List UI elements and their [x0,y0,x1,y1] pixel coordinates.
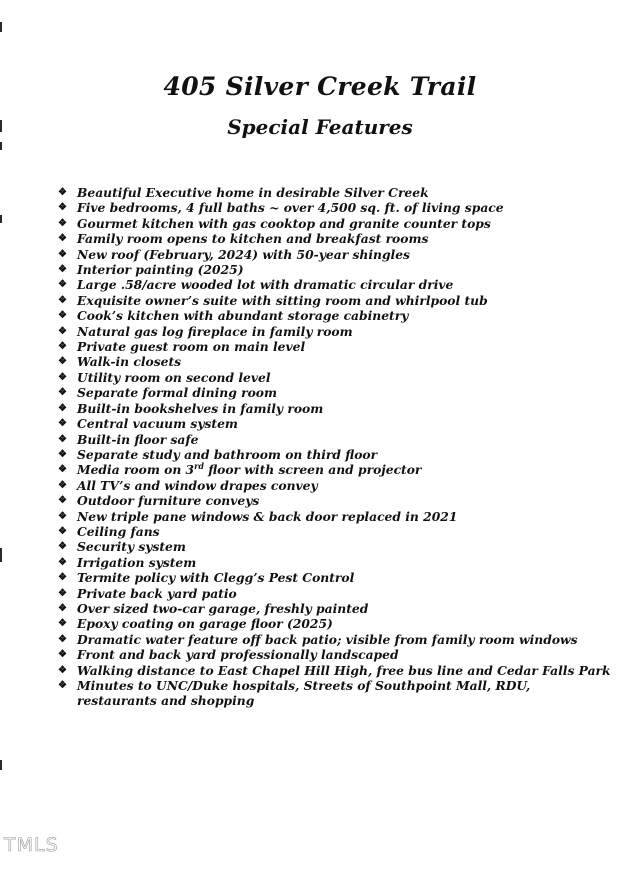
feature-item [58,200,598,215]
feature-text: Ceiling fans [77,523,160,539]
feature-text: Utility room on second level [77,369,271,385]
scan-mark [0,22,2,32]
diamond-bullet-icon: ❖ [58,310,67,322]
feature-item [58,401,598,416]
feature-text: Five bedrooms, 4 full baths ~ over 4,500 sq. ft. of living space [77,200,504,216]
feature-text: Large .58/acre wooded lot with dramatic circular drive [77,277,454,293]
diamond-bullet-icon: ❖ [58,479,67,491]
feature-text: Separate formal dining room [77,385,277,401]
diamond-bullet-icon: ❖ [58,649,67,661]
feature-item [58,539,598,554]
diamond-bullet-icon: ❖ [58,633,67,645]
feature-text: Dramatic water feature off back patio; visible from family room windows [77,631,578,647]
diamond-bullet-icon: ❖ [58,602,67,614]
feature-text: Central vacuum system [77,416,238,432]
document-subtitle: Special Features [227,115,413,139]
diamond-bullet-icon: ❖ [58,418,67,430]
feature-text: Interior painting (2025) [77,262,244,278]
feature-item [58,447,598,462]
feature-item [58,370,598,385]
diamond-bullet-icon: ❖ [58,433,67,445]
feature-item [58,509,598,524]
diamond-bullet-icon: ❖ [58,541,67,553]
scan-mark [0,548,2,562]
mls-watermark: TMLS [4,834,59,856]
feature-text: Private back yard patio [77,585,237,601]
feature-item [58,586,598,601]
feature-item [58,354,598,369]
feature-text: Epoxy coating on garage floor (2025) [77,616,333,632]
feature-text: Beautiful Executive home in desirable Silver Creek [77,185,429,200]
feature-item [58,293,598,308]
feature-text: Walk-in closets [77,354,182,370]
diamond-bullet-icon: ❖ [58,279,67,291]
diamond-bullet-icon: ❖ [58,341,67,353]
feature-item [58,662,611,678]
feature-item [58,570,598,585]
feature-text: Front and back yard professionally landscaped [77,647,399,663]
diamond-bullet-icon: ❖ [58,187,67,198]
diamond-bullet-icon: ❖ [58,664,67,676]
diamond-bullet-icon: ❖ [58,495,67,507]
diamond-bullet-icon: ❖ [58,402,67,414]
feature-text: Family room opens to kitchen and breakfast rooms [77,231,429,247]
feature-text: Termite policy with Clegg’s Pest Control [77,570,355,586]
feature-item [58,185,598,200]
diamond-bullet-icon: ❖ [58,587,67,599]
feature-item [58,616,598,631]
feature-item [58,432,598,447]
diamond-bullet-icon: ❖ [58,525,67,537]
feature-text: Irrigation system [77,554,197,570]
diamond-bullet-icon: ❖ [58,572,67,584]
feature-text: Walking distance to East Chapel Hill High, free bus line and Cedar Falls Park [77,662,611,678]
feature-text: Built-in floor safe [77,431,199,447]
feature-item [58,324,598,339]
feature-item [58,555,598,570]
diamond-bullet-icon: ❖ [58,248,67,260]
diamond-bullet-icon: ❖ [58,356,67,368]
feature-text: New triple pane windows & back door replaced in 2021 [77,508,458,524]
feature-text: Minutes to UNC/Duke hospitals, Streets of Southpoint Mall, RDU, restaurants and shopping [77,678,531,709]
diamond-bullet-icon: ❖ [58,233,67,245]
diamond-bullet-icon: ❖ [58,325,67,337]
feature-text: Over sized two-car garage, freshly painted [77,600,369,616]
feature-item [58,277,598,292]
feature-text: Security system [77,539,186,555]
document-title: 405 Silver Creek Trail [163,72,477,101]
feature-text: Built-in bookshelves in family room [77,400,324,416]
diamond-bullet-icon: ❖ [58,510,67,522]
feature-item [58,339,598,354]
diamond-bullet-icon: ❖ [58,618,67,630]
feature-text: Private guest room on main level [77,339,306,355]
feature-item [58,493,598,508]
diamond-bullet-icon: ❖ [58,464,67,476]
feature-item [58,231,598,246]
feature-item [58,308,598,323]
feature-item [58,647,598,662]
diamond-bullet-icon: ❖ [58,217,67,229]
feature-text: Cook’s kitchen with abundant storage cabinetry [77,308,409,324]
feature-item [58,524,598,539]
diamond-bullet-icon: ❖ [58,294,67,306]
diamond-bullet-icon: ❖ [58,202,67,214]
diamond-bullet-icon: ❖ [58,264,67,276]
diamond-bullet-icon: ❖ [58,448,67,460]
scan-mark [0,142,2,150]
feature-item [58,632,598,647]
feature-text: Media room on 3rd floor with screen and projector [77,461,422,478]
feature-item [58,247,598,262]
feature-text: Natural gas log fireplace in family room [77,323,353,339]
feature-text: All TV’s and window drapes convey [77,477,318,493]
feature-item [58,216,598,231]
feature-item [58,478,598,493]
feature-item [58,678,598,709]
feature-text: New roof (February, 2024) with 50-year shingles [77,246,410,262]
feature-text: Exquisite owner’s suite with sitting room and whirlpool tub [77,292,488,308]
diamond-bullet-icon: ❖ [58,556,67,568]
diamond-bullet-icon: ❖ [58,387,67,399]
feature-text: Gourmet kitchen with gas cooktop and granite counter tops [77,215,491,231]
diamond-bullet-icon: ❖ [58,371,67,383]
feature-item [58,385,598,400]
feature-text: Outdoor furniture conveys [77,493,260,509]
scan-mark [0,215,2,223]
feature-text: Separate study and bathroom on third floor [77,446,378,462]
diamond-bullet-icon: ❖ [58,680,67,691]
feature-item [58,262,598,277]
scan-mark [0,760,2,770]
feature-list [58,185,611,709]
feature-item [58,416,598,431]
feature-item [58,601,598,616]
feature-item [58,462,598,477]
